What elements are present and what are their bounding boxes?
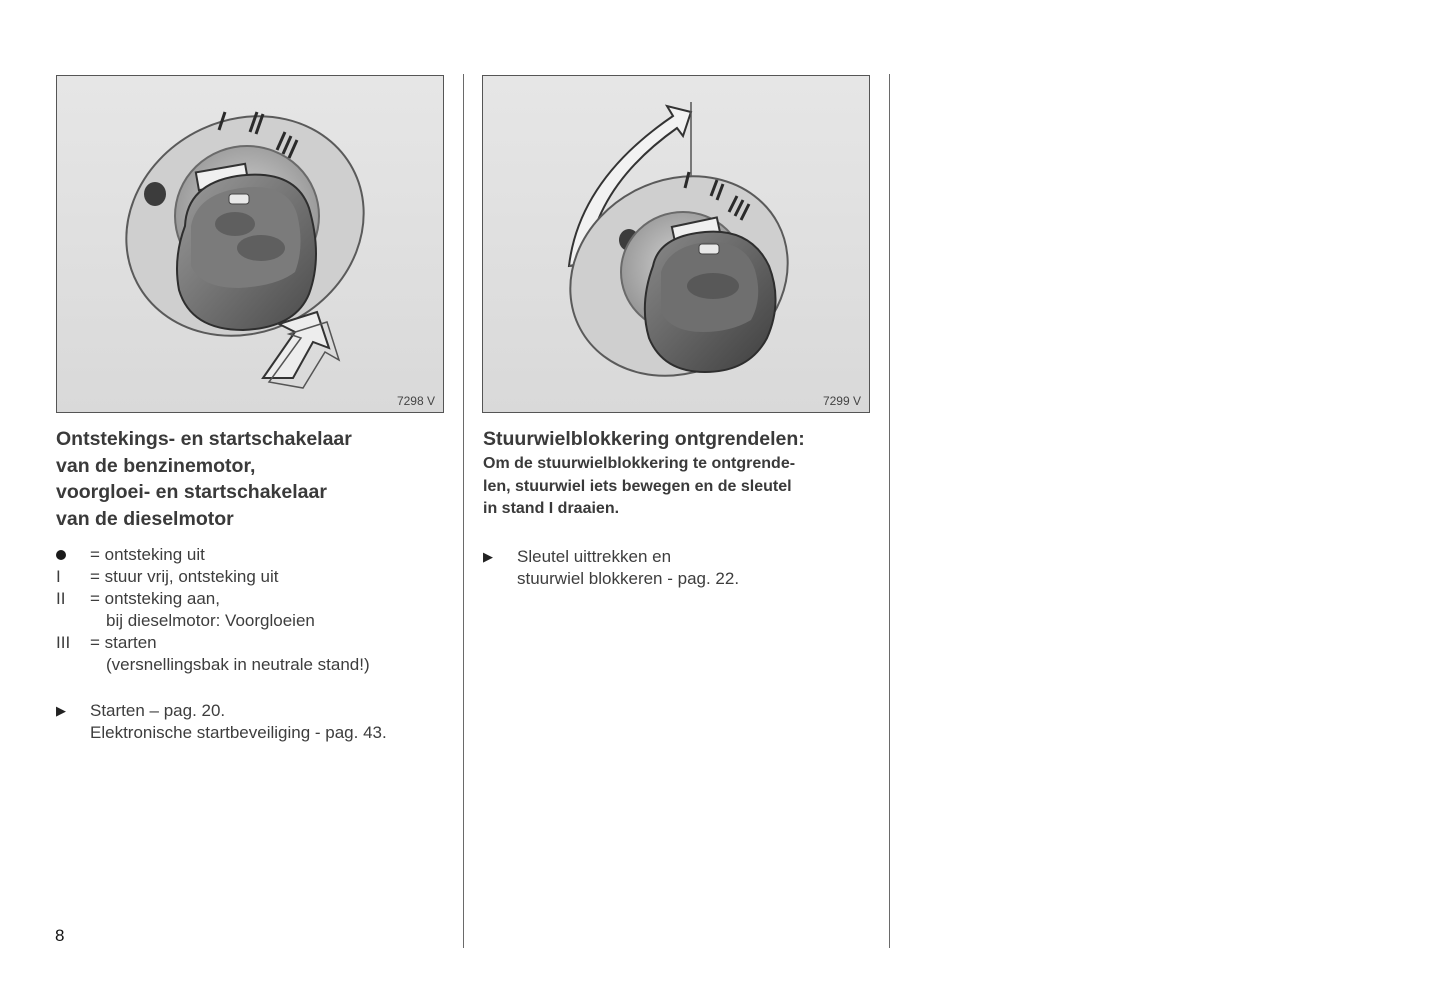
figure-code: 7299 V [822,394,861,408]
legend-row: = ontsteking uit [56,544,436,566]
reference-link-text[interactable]: Starten – pag. 20. [90,701,226,720]
legend-row: II = ontsteking aan, [56,589,220,608]
column-divider-right [889,74,890,948]
reference-link-text[interactable]: Sleutel uittrekken en [517,547,672,566]
legend-key: III [56,633,71,652]
page-number: 8 [55,926,65,945]
triangle-right-icon: ▶ [56,703,66,718]
steering-lock-instructions: Om de stuurwielblokkering te ontgrende- len, stuurwiel iets bewegen en de sleutel in stand I draaien. [483,455,796,517]
figure-steering-lock [482,75,870,413]
filled-dot-icon [56,544,90,566]
legend-row: III = starten [56,633,157,652]
section-title-steering-lock: Stuurwielblokkering ontgrendelen: [483,428,805,450]
section-title-ignition: Ontstekings- en startschakelaar van de benzinemotor, voorgloei- en startschakelaar van de dieselmotor [56,428,352,530]
legend-key: I [56,567,61,586]
ignition-key-illustration [57,76,443,412]
legend-row: bij dieselmotor: Voorgloeien [106,611,315,630]
column-divider-left [463,74,464,948]
legend-row: I = stuur vrij, ontsteking uit [56,567,279,586]
key-position-legend [56,544,436,676]
steering-lock-illustration [483,76,869,412]
reference-link-text[interactable]: stuurwiel blokkeren - pag. 22. [517,569,740,588]
page-reference-steering [483,546,883,590]
page-reference-starting [56,700,456,744]
legend-row: (versnellingsbak in neutrale stand!) [106,655,370,674]
reference-link-text[interactable]: Elektronische startbeveiliging - pag. 43. [90,723,387,742]
figure-ignition-switch [56,75,444,413]
triangle-right-icon: ▶ [483,549,493,564]
legend-key: II [56,589,66,608]
figure-code: 7298 V [396,394,435,408]
